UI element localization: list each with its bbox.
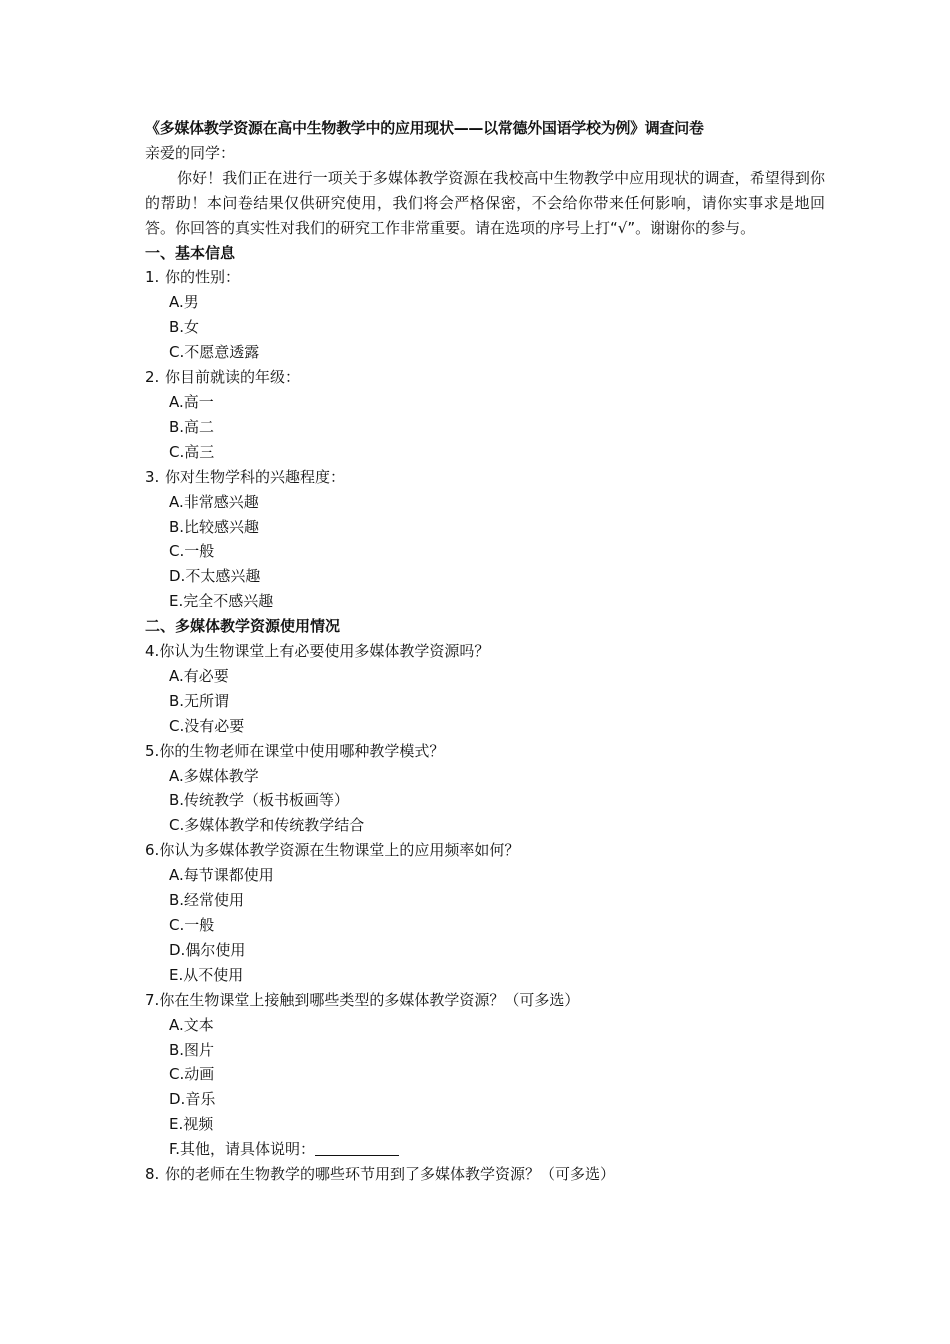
option-item[interactable]: D.不太感兴趣 <box>169 567 261 586</box>
question-6 <box>145 838 825 863</box>
option-item[interactable]: B.无所谓 <box>169 691 230 710</box>
question-text: 你的性别： <box>165 268 241 287</box>
question-text: 你的生物老师在课堂中使用哪种教学模式？ <box>159 741 445 760</box>
question-number: 7. <box>145 990 160 1009</box>
document-title: 《多媒体教学资源在高中生物教学中的应用现状——以常德外国语学校为例》调查问卷 <box>145 119 704 137</box>
question-4 <box>145 639 825 664</box>
option-item[interactable]: E.视频 <box>169 1115 214 1134</box>
question-number: 1. <box>145 268 160 287</box>
option-item[interactable]: C.一般 <box>169 542 215 561</box>
greeting: 亲爱的同学： <box>145 143 236 162</box>
section-heading: 一、基本信息 <box>145 243 236 262</box>
option-item[interactable]: B.图片 <box>169 1040 215 1059</box>
question-2 <box>145 365 825 390</box>
question-number: 3. <box>145 467 160 486</box>
option-item[interactable]: E.从不使用 <box>169 965 244 984</box>
question-text: 你的老师在生物教学的哪些环节用到了多媒体教学资源？（可多选） <box>165 1165 616 1184</box>
question-number: 6. <box>145 841 160 860</box>
question-5 <box>145 739 825 764</box>
section-heading: 二、多媒体教学资源使用情况 <box>145 617 341 636</box>
option-item[interactable]: A.有必要 <box>169 666 229 685</box>
option-item[interactable]: A.每节课都使用 <box>169 866 274 885</box>
option-item[interactable]: A.文本 <box>169 1015 214 1034</box>
question-number: 4. <box>145 642 160 661</box>
question-3 <box>145 465 825 490</box>
question-text: 你在生物课堂上接触到哪些类型的多媒体教学资源？（可多选） <box>159 990 580 1009</box>
option-other[interactable] <box>145 1137 825 1162</box>
option-item[interactable]: A.男 <box>169 293 199 312</box>
option-item[interactable]: D.音乐 <box>169 1090 216 1109</box>
fill-in-blank[interactable] <box>315 1141 399 1156</box>
question-text: 你认为生物课堂上有必要使用多媒体教学资源吗？ <box>159 642 490 661</box>
option-item[interactable]: C.不愿意透露 <box>169 343 260 362</box>
option-item[interactable]: C.动画 <box>169 1065 215 1084</box>
question-text: 你目前就读的年级： <box>165 368 301 387</box>
option-item[interactable]: B.传统教学（板书板画等） <box>169 791 350 810</box>
option-item[interactable]: B.比较感兴趣 <box>169 517 260 536</box>
intro-paragraph: 你好！我们正在进行一项关于多媒体教学资源在我校高中生物教学中应用现状的调查，希望得到你的帮助！本问卷结果仅供研究使用，我们将会严格保密，不会给你带来任何影响，请你实事求是地回答。你回答的真实性对我们的研究工作非常重要。请在选项的序号上打“√”。谢谢你的参与。 <box>145 168 825 237</box>
option-item[interactable]: D.偶尔使用 <box>169 940 246 959</box>
option-item[interactable]: C.多媒体教学和传统教学结合 <box>169 816 365 835</box>
option-item[interactable]: B.高二 <box>169 417 215 436</box>
option-other-label: F.其他，请具体说明： <box>169 1140 315 1159</box>
option-item[interactable]: C.高三 <box>169 442 215 461</box>
option-item[interactable]: A.非常感兴趣 <box>169 492 259 511</box>
option-item[interactable]: A.多媒体教学 <box>169 766 259 785</box>
questionnaire-content <box>145 116 825 1187</box>
option-item[interactable]: C.没有必要 <box>169 716 245 735</box>
question-number: 2. <box>145 368 160 387</box>
question-text: 你对生物学科的兴趣程度： <box>165 467 346 486</box>
question-number: 8. <box>145 1165 160 1184</box>
option-item[interactable]: B.女 <box>169 318 200 337</box>
question-1 <box>145 265 825 290</box>
question-text: 你认为多媒体教学资源在生物课堂上的应用频率如何？ <box>159 841 520 860</box>
question-8 <box>145 1162 825 1187</box>
question-number: 5. <box>145 741 160 760</box>
option-item[interactable]: C.一般 <box>169 916 215 934</box>
option-item[interactable]: A.高一 <box>169 392 214 411</box>
question-7 <box>145 988 825 1013</box>
option-item[interactable]: E.完全不感兴趣 <box>169 592 274 611</box>
option-item[interactable]: B.经常使用 <box>169 891 245 910</box>
